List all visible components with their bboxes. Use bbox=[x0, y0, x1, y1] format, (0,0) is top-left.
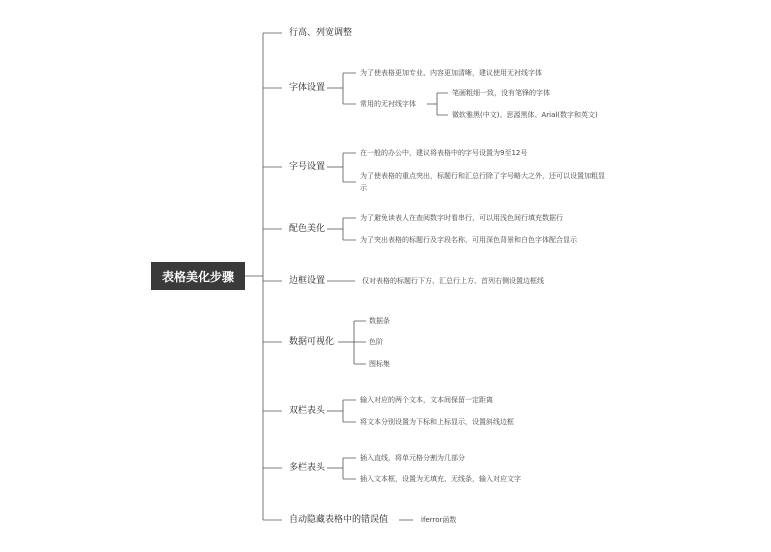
viz-leaf-iconset: 图标集 bbox=[369, 360, 390, 368]
branch-visualization: 数据可视化 bbox=[289, 337, 335, 347]
color-leaf-1: 为了避免读表人在查阅数字时看串行，可以用浅色间行填充数据行 bbox=[360, 214, 563, 222]
double-leaf-2: 将文本分别设置为下标和上标显示，设置斜线边框 bbox=[360, 418, 514, 426]
root-node: 表格美化步骤 bbox=[151, 262, 245, 290]
double-leaf-1: 输入对应的两个文本，文本间保留一定距离 bbox=[360, 396, 493, 404]
branch-border: 边框设置 bbox=[289, 276, 326, 286]
branch-hide-errors: 自动隐藏表格中的错误值 bbox=[289, 515, 389, 525]
font-subleaf-1: 笔画粗细一致，没有笔锋的字体 bbox=[452, 89, 550, 97]
multi-leaf-2: 插入文本框，设置为无填充、无线条，输入对应文字 bbox=[360, 475, 521, 483]
font-subleaf-2: 微软雅黑(中文)、思源黑体、Arial(数字和英文) bbox=[452, 111, 598, 119]
font-leaf-1: 为了使表格更加专业、内容更加清晰，建议使用无衬线字体 bbox=[360, 69, 542, 77]
size-leaf-1: 在一般的办公中，建议将表格中的字号设置为9至12号 bbox=[360, 149, 528, 157]
size-leaf-2: 为了使表格的重点突出，标题行和汇总行除了字号略大之外，还可以设置加粗显示 bbox=[360, 172, 605, 192]
font-leaf-2: 常用的无衬线字体 bbox=[360, 100, 416, 108]
color-leaf-2: 为了突出表格的标题行及字段名称，可用深色背景和白色字体配合显示 bbox=[360, 236, 577, 244]
multi-leaf-1: 插入直线，将单元格分割为几部分 bbox=[360, 454, 465, 462]
branch-color: 配色美化 bbox=[289, 224, 326, 234]
branch-font-size: 字号设置 bbox=[289, 162, 326, 172]
viz-leaf-colorscale: 色阶 bbox=[369, 338, 383, 346]
branch-row-height: 行高、列宽调整 bbox=[289, 28, 353, 38]
iferror-leaf: iferror函数 bbox=[421, 516, 457, 524]
viz-leaf-databar: 数据条 bbox=[369, 317, 390, 325]
border-leaf-1: 仅对表格的标题行下方、汇总行上方、首列右侧设置边框线 bbox=[362, 277, 544, 285]
branch-multi-header: 多栏表头 bbox=[289, 463, 326, 473]
branch-double-header: 双栏表头 bbox=[289, 406, 326, 416]
branch-font: 字体设置 bbox=[289, 83, 326, 93]
